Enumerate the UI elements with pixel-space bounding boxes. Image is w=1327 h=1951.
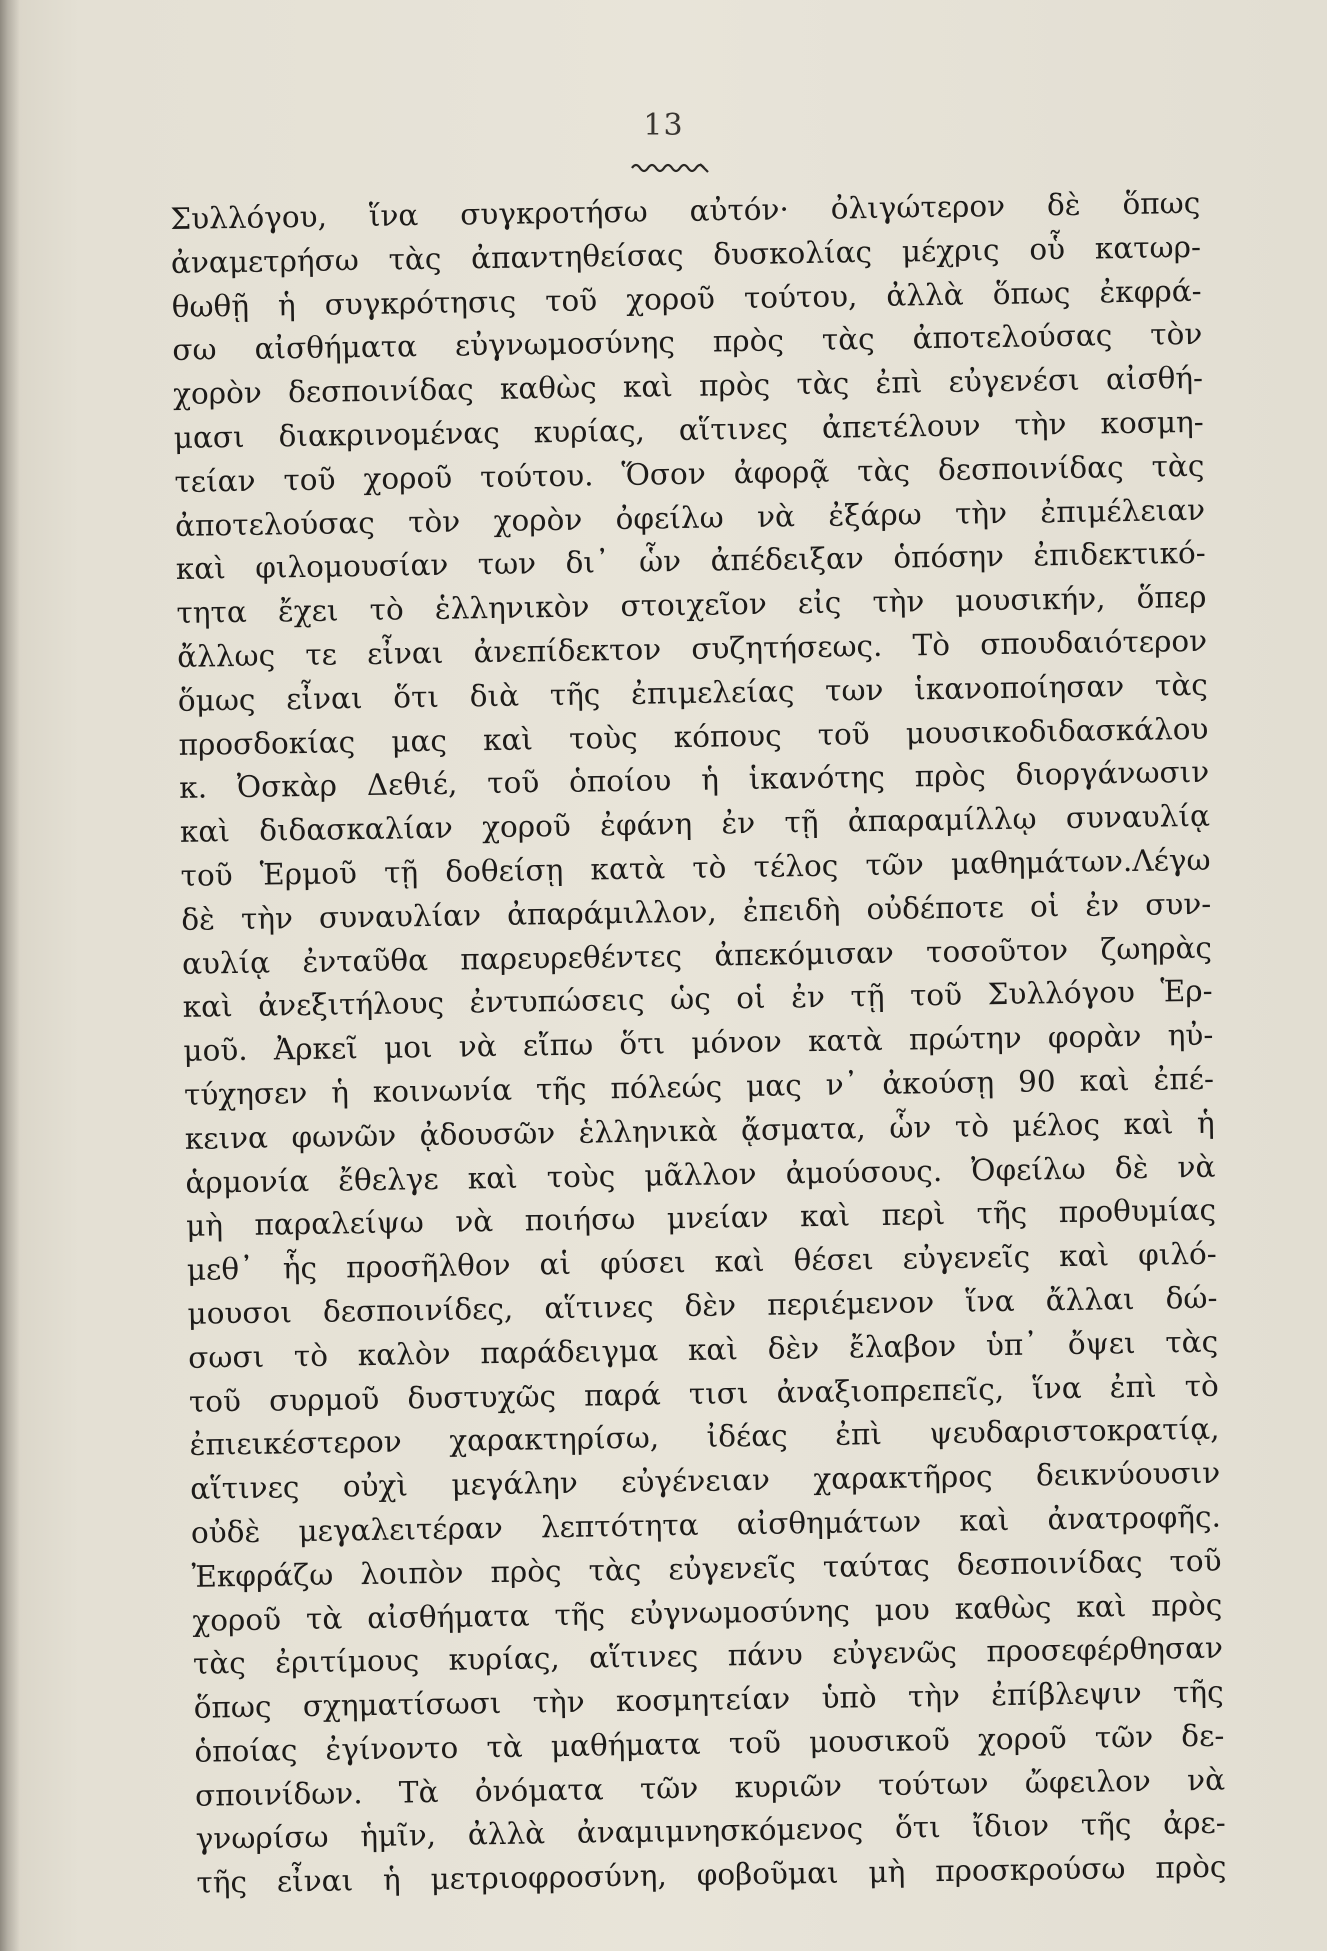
text-line: σωσι τὸ καλὸν παράδειγμα καὶ δὲν ἔλαβον ὑπ᾽ ὄψει τὰς [187,1324,1219,1375]
text-line: μοῦ. Ἀρκεῖ μοι νὰ εἴπω ὅτι μόνον κατὰ πρώτην φορὰν ηὐ- [183,1017,1214,1069]
text-line: τοῦ συρμοῦ δυστυχῶς παρά τισι ἀναξιοπρεπεῖς, ἵνα ἐπὶ τὸ [188,1368,1220,1419]
text-line: μὴ παραλείψω νὰ ποιήσω μνείαν καὶ περὶ τῆς προθυμίας [185,1193,1217,1244]
text-line: σω αἰσθήματα εὐγνωμοσύνης πρὸς τὰς ἀποτελούσας τὸν [172,317,1203,368]
text-line: τητα ἔχει τὸ ἑλληνικὸν στοιχεῖον εἰς τὴν μουσικήν, ὅπερ [176,579,1207,631]
text-line: κ. Ὀσκὰρ Δεθιέ, τοῦ ὁποίου ἡ ἱκανότης πρὸς διοργάνωσιν [179,755,1210,806]
text-line: αἵτινες οὐχὶ μεγάλην εὐγένειαν χαρακτῆρος δεικνύουσιν [190,1455,1221,1506]
text-line: προσδοκίας μας καὶ τοὺς κόπους τοῦ μουσικοδιδασκάλου [178,711,1209,762]
text-line: γνωρίσω ἡμῖν, ἀλλὰ ἀναμιμνησκόμενος ὅτι ἴδιον τῆς ἀρε- [195,1806,1226,1857]
text-line: ὅπως σχηματίσωσι τὴν κοσμητείαν ὑπὸ τὴν ἐπίβλεψιν τῆς [193,1674,1224,1725]
text-line: τείαν τοῦ χοροῦ τούτου. Ὅσον ἀφορᾷ τὰς δεσποινίδας τὰς [174,448,1205,499]
body-text [170,182,1227,1906]
text-line: καὶ διδασκαλίαν χοροῦ ἐφάνη ἐν τῇ ἀπαραμίλλῳ συναυλίᾳ [179,798,1211,850]
text-line: τύχησεν ἡ κοινωνία τῆς πόλεώς μας ν᾽ ἀκούσῃ 90 καὶ ἐπέ- [183,1061,1215,1112]
text-line: σποινίδων. Τὰ ὀνόματα τῶν κυριῶν τούτων ὤφειλον νὰ [194,1762,1226,1813]
text-line: αυλίᾳ ἐνταῦθα παρευρεθέντες ἀπεκόμισαν τοσοῦτον ζωηρὰς [181,930,1213,981]
text-line: οὐδὲ μεγαλειτέραν λεπτότητα αἰσθημάτων καὶ ἀνατροφῆς. [190,1499,1222,1550]
text-line: Ἐκφράζω λοιπὸν πρὸς τὰς εὐγενεῖς ταύτας δεσποινίδας τοῦ [191,1543,1222,1594]
text-line: ἀποτελούσας τὸν χορὸν ὀφείλω νὰ ἐξάρω τὴν ἐπιμέλειαν [174,492,1206,543]
text-line: τὰς ἐριτίμους κυρίας, αἵτινες πάνυ εὐγενῶς προσεφέρθησαν [192,1630,1224,1682]
text-line: καὶ ἀνεξιτήλους ἐντυπώσεις ὡς οἱ ἐν τῇ τοῦ Συλλόγου Ἑρ- [182,974,1213,1025]
text-line: μασι διακρινομένας κυρίας, αἵτινες ἀπετέλουν τὴν κοσμη- [173,404,1204,455]
text-line: μουσοι δεσποινίδες, αἵτινες δὲν περιέμενον ἵνα ἄλλαι δώ- [187,1280,1218,1331]
text-line: τοῦ Ἑρμοῦ τῇ δοθείσῃ κατὰ τὸ τέλος τῶν μαθημάτων.Λέγω [180,842,1211,893]
text-line: κεινα φωνῶν ᾀδουσῶν ἑλληνικὰ ᾄσματα, ὧν τὸ μέλος καὶ ἡ [184,1105,1215,1156]
text-line: χορὸν δεσποινίδας καθὼς καὶ πρὸς τὰς ἐπὶ εὐγενέσι αἰσθή- [172,360,1204,412]
text-line: ὅμως εἶναι ὅτι διὰ τῆς ἐπιμελείας των ἱκανοποίησαν τὰς [177,667,1209,718]
text-line: τῆς εἶναι ἡ μετριοφροσύνη, φοβοῦμαι μὴ προσκρούσω πρὸς [196,1849,1227,1901]
text-line: δὲ τὴν συναυλίαν ἀπαράμιλλον, ἐπειδὴ οὐδέποτε οἱ ἐν συν- [181,886,1212,937]
wavy-line-ornament-icon [630,160,710,176]
text-line: χοροῦ τὰ αἰσθήματα τῆς εὐγνωμοσύνης μου καθὼς καὶ πρὸς [192,1587,1223,1638]
text-line: θωθῇ ἡ συγκρότησις τοῦ χοροῦ τούτου, ἀλλὰ ὅπως ἐκφρά- [171,273,1202,324]
page-number: 13 [643,108,684,143]
text-line: ἁρμονία ἔθελγε καὶ τοὺς μᾶλλον ἀμούσους. Ὀφείλω δὲ νὰ [185,1149,1216,1200]
text-line: καὶ φιλομουσίαν των δι᾽ ὧν ἀπέδειξαν ὁπόσην ἐπιδεκτικό- [175,536,1206,587]
text-line: ἐπιεικέστερον χαρακτηρίσω, ἰδέας ἐπὶ ψευδαριστοκρατίᾳ, [189,1411,1220,1463]
text-line: ἀναμετρήσω τὰς ἀπαντηθείσας δυσκολίας μέχρις οὗ κατωρ- [170,229,1202,280]
text-line: Συλλόγου, ἵνα συγκροτήσω αὐτόν· ὀλιγώτερον δὲ ὅπως [170,185,1201,236]
text-line: μεθ᾽ ἧς προσῆλθον αἱ φύσει καὶ θέσει εὐγενεῖς καὶ φιλό- [186,1236,1217,1287]
text-line: ἄλλως τε εἶναι ἀνεπίδεκτον συζητήσεως. Τὸ σπουδαιότερον [176,623,1208,674]
text-line: ὁποίας ἐγίνοντο τὰ μαθήματα τοῦ μουσικοῦ χοροῦ τῶν δε- [194,1718,1225,1769]
page-gutter-shadow [0,0,20,1951]
